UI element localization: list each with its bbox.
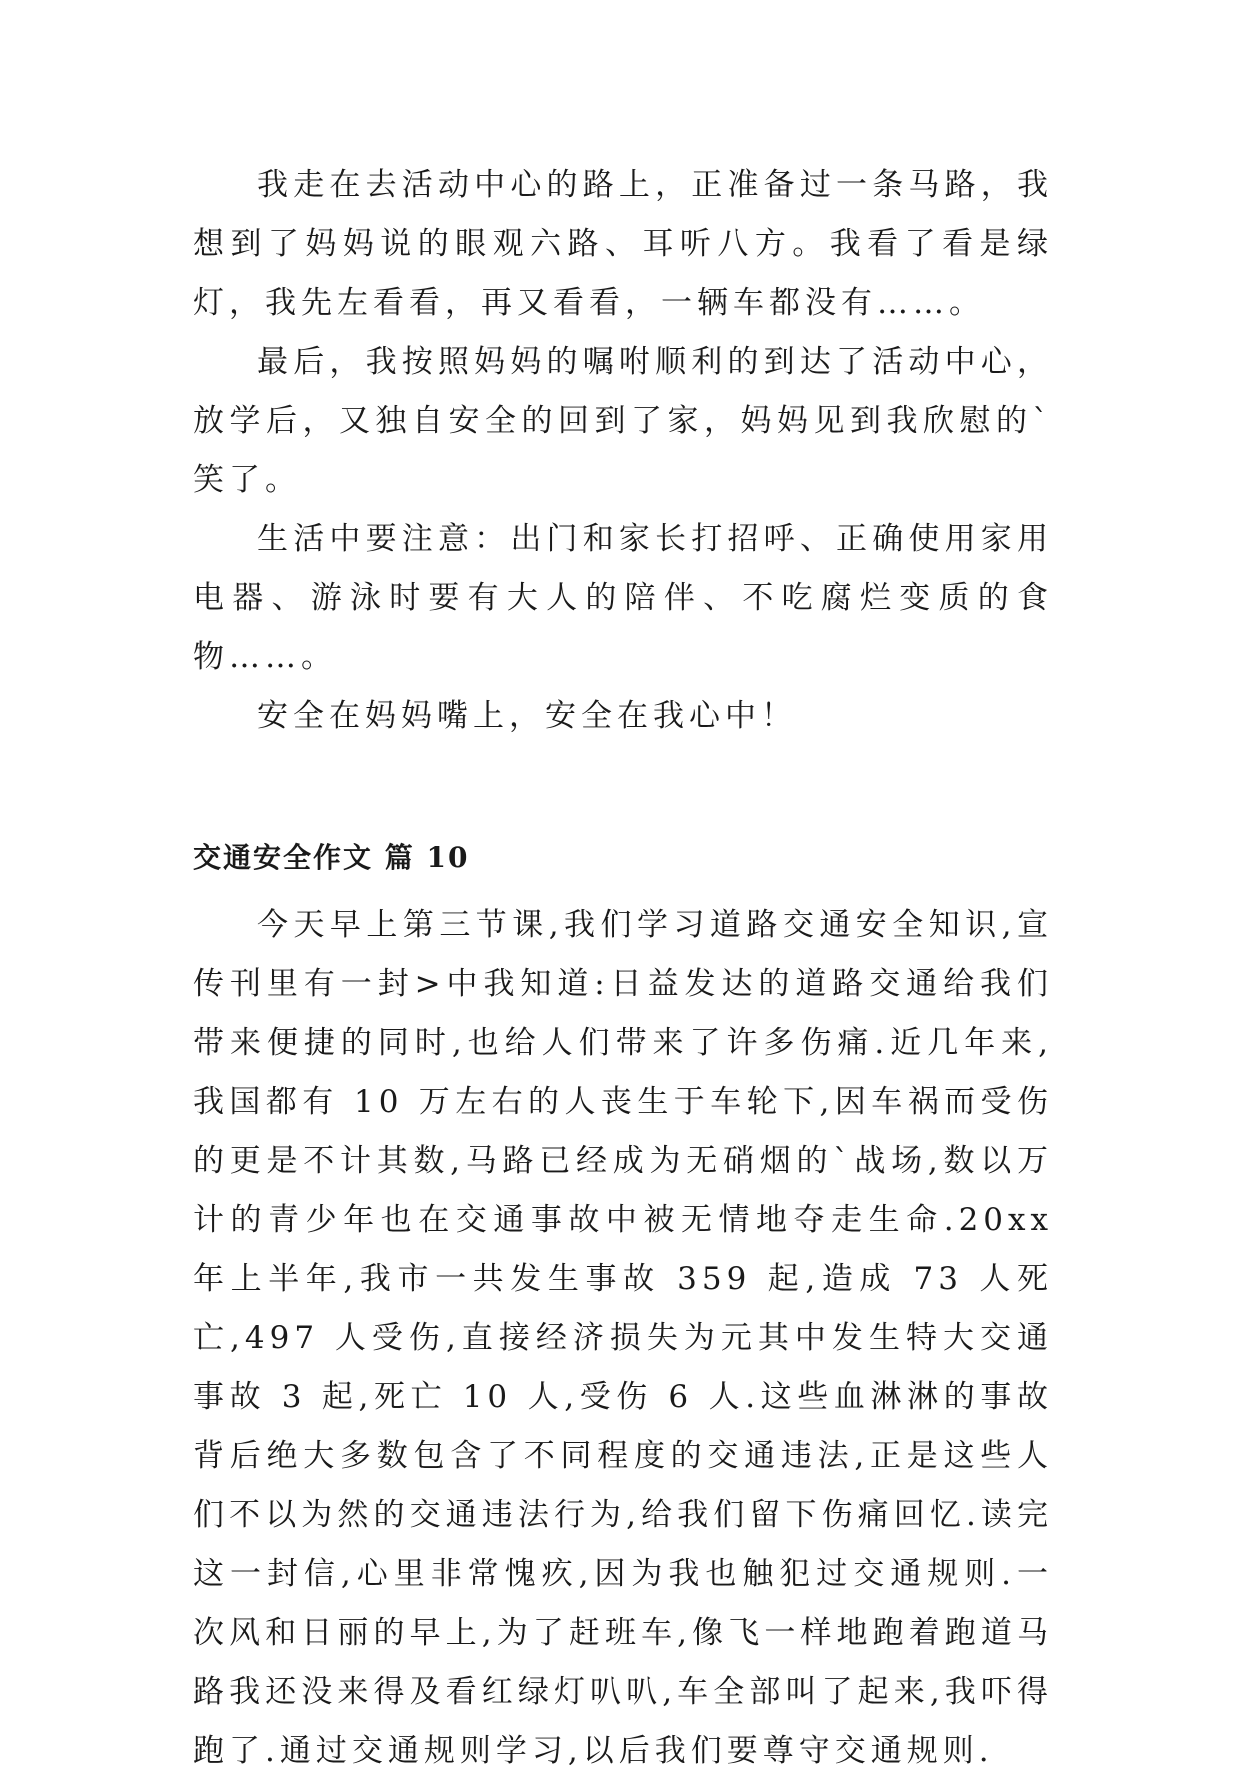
paragraph-arrived-home: 最后，我按照妈妈的嘱咐顺利的到达了活动中心，放学后，又独自安全的回到了家，妈妈见到我欣慰的`笑了。 [193,344,1053,498]
section-title: 交通安全作文 篇 10 [193,841,470,874]
paragraph-closing-line: 安全在妈妈嘴上，安全在我心中！ [257,698,797,734]
paragraph-walking-to-center: 我走在去活动中心的路上，正准备过一条马路，我想到了妈妈说的眼观六路、耳听八方。我看了看是绿灯，我先左看看，再又看看，一辆车都没有……。 [193,167,1053,321]
paragraph-traffic-safety-essay: 今天早上第三节课,我们学习道路交通安全知识,宣传刊里有一封>中我知道:日益发达的道路交通给我们带来便捷的同时,也给人们带来了许多伤痛.近几年来,我国都有 10 万左右的人丧生于车轮下,因车祸而受伤的更是不计其数,马路已经成为无硝烟的`战场,数以万计的青少年也在交通事故中被无情地夺走生命.20xx 年上半年,我市一共发生事故 359 起,造成 73 人死亡,497 人受伤,直接经济损失为元其中发生特大交通事故 3 起,死亡 10 人,受伤 6 人.这些血淋淋的事故背后绝大多数包含了不同程度的交通违法,正是这些人们不以为然的交通违法行为,给我们留下伤痛回忆.读完这一封信,心里非常愧疚,因为我也触犯过交通规则.一次风和日丽的早上,为了赶班车,像飞一样地跑着跑道马路我还没来得及看红绿灯叭叭,车全部叫了起来,我吓得跑了.通过交通规则学习,以后我们要尊守交通规则. [193,907,1053,1769]
paragraph-daily-safety-tips: 生活中要注意：出门和家长打招呼、正确使用家用电器、游泳时要有大人的陪伴、不吃腐烂变质的食物……。 [193,521,1053,675]
document-page [193,156,1053,1781]
